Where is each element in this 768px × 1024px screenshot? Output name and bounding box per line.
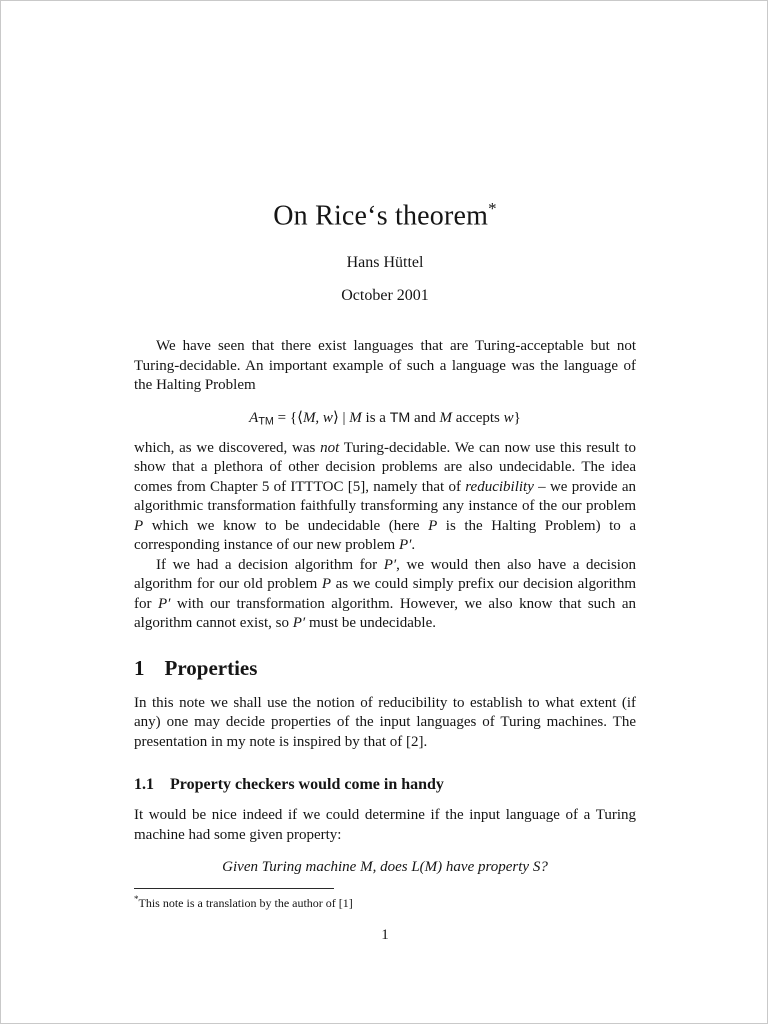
text-segment: accepts (451, 409, 504, 426)
subsection-heading-property-checkers (134, 776, 636, 794)
text-column (134, 1, 636, 944)
text-segment: P′ (398, 537, 412, 554)
paragraph-property-check: It would be nice indeed if we could determine if the input language of a Turing machine had some given property: (134, 807, 636, 843)
centered-question (134, 859, 636, 876)
text-segment: ⟩ | (332, 409, 350, 426)
text-segment: A (249, 409, 259, 426)
paper-title (134, 199, 636, 232)
footnote-rule (134, 888, 334, 889)
text-segment: P (134, 517, 144, 534)
paragraph-intro: We have seen that there exist languages that are Turing-acceptable but not Turing-decidable. An important example of such a language was the language of the Halting Problem (134, 338, 636, 394)
paragraph-reducibility (134, 439, 636, 556)
display-equation (134, 408, 636, 428)
text-segment: , does (372, 859, 412, 876)
text-segment: , we would then also have a decision algorithm for our old problem (134, 556, 636, 593)
text-segment: TM (258, 415, 274, 428)
text-segment: If we had a decision algorithm for (156, 556, 384, 573)
section-heading-properties (134, 656, 636, 681)
text-segment: = {⟨ (273, 409, 303, 426)
text-segment: P′ (292, 615, 306, 632)
text-segment: which, as we discovered, was (134, 439, 321, 456)
text-segment: w (503, 409, 514, 426)
title-footnote-marker: * (488, 199, 497, 218)
text-segment: Given Turing machine (222, 859, 361, 876)
text-segment: . (411, 537, 416, 554)
paragraph-decision-algorithm (134, 556, 636, 634)
footnote (134, 894, 636, 911)
subsection-title: Property checkers would come in handy (170, 776, 444, 794)
text-segment: M (360, 859, 373, 876)
text-segment: and (410, 409, 440, 426)
text-segment: } (513, 409, 521, 426)
page-number: 1 (381, 927, 389, 944)
text-segment: which we know to be undecidable (here (143, 517, 429, 534)
text-segment: have property (442, 859, 533, 876)
text-segment: P′ (383, 556, 397, 573)
text-segment: P (428, 517, 438, 534)
footnote-marker: * (134, 894, 139, 905)
text-segment: M (439, 409, 452, 426)
paragraph-note-purpose: In this note we shall use the notion of reducibility to establish to what extent (if any) one may decide properties of the input languages of Turing machines. The presentation in my note is inspired by that of [2]. (134, 694, 636, 750)
text-segment: L(M) (411, 859, 443, 876)
paper-title-text: On Rice‘s theorem (273, 200, 489, 232)
text-segment: ? (540, 859, 548, 876)
author-name: Hans Hüttel (346, 254, 424, 272)
publication-date: October 2001 (341, 287, 429, 305)
text-segment: Turing-decidable. We can now use this result to show that a plethora of other decision problems are also undecidable. The idea comes from Chapter 5 of ITTTOC [5], namely that of (134, 439, 636, 495)
text-segment: M, w (302, 409, 333, 426)
text-segment: – we provide an algorithmic transformation faithfully transforming any instance of the our problem (134, 478, 636, 515)
text-segment: TM (389, 409, 411, 426)
text-segment: S (532, 859, 541, 876)
text-segment: M (349, 409, 362, 426)
footnote-text: This note is a translation by the author of [1] (138, 896, 353, 911)
subsection-number: 1.1 (134, 776, 154, 794)
text-segment: with our transformation algorithm. However, we also know that such an algorithm cannot exist, so (134, 595, 636, 632)
text-segment: not (320, 439, 340, 456)
text-segment: must be undecidable. (305, 615, 436, 632)
text-segment: reducibility (465, 478, 534, 495)
text-segment: is the Halting Problem) to a corresponding instance of our new problem (134, 517, 636, 554)
text-segment: is a (361, 409, 390, 426)
text-segment: as we could simply prefix our decision algorithm for (134, 576, 636, 612)
text-segment: P′ (157, 595, 171, 612)
section-title: Properties (164, 655, 258, 680)
section-number: 1 (134, 655, 145, 680)
text-segment: P (321, 576, 332, 593)
